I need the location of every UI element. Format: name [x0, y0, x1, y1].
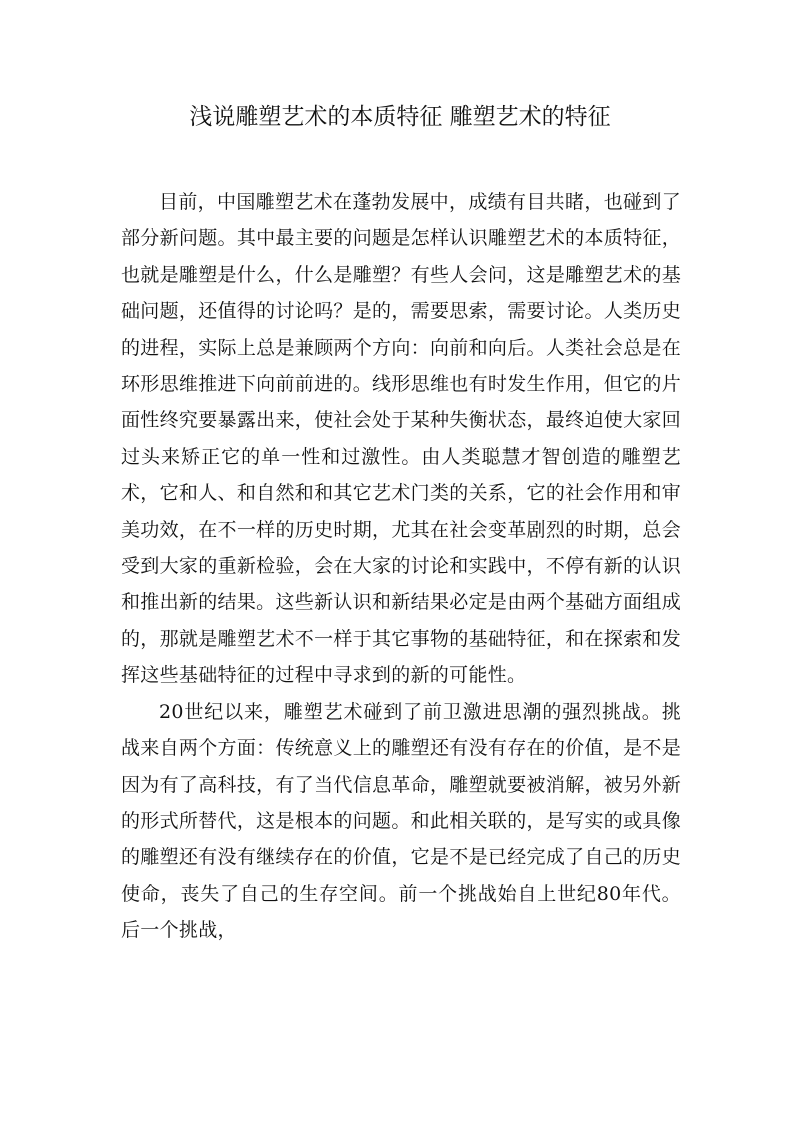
paragraph-1: 目前，中国雕塑艺术在蓬勃发展中，成绩有目共睹，也碰到了部分新问题。其中最主要的问题是怎样认识雕塑艺术的本质特征，也就是雕塑是什么，什么是雕塑？有些人会问，这是雕塑艺术的基础问题，还值得的讨论吗？是的，需要思索，需要讨论。人类历史的进程，实际上总是兼顾两个方向：向前和向后。人类社会总是在环形思维推进下向前前进的。线形思维也有时发生作用，但它的片面性终究要暴露出来，使社会处于某种失衡状态，最终迫使大家回过头来矫正它的单一性和过激性。由人类聪慧才智创造的雕塑艺术，它和人、和自然和和其它艺术门类的关系，它的社会作用和审美功效，在不一样的历史时期，尤其在社会变革剧烈的时期，总会受到大家的重新检验，会在大家的讨论和实践中，不停有新的认识和推出新的结果。这些新认识和新结果必定是由两个基础方面组成的，那就是雕塑艺术不一样于其它事物的基础特征，和在探索和发挥这些基础特征的过程中寻求到的新的可能性。 — [121, 191, 681, 687]
document-title: 浅说雕塑艺术的本质特征 雕塑艺术的特征 — [189, 104, 611, 130]
document-body — [121, 184, 681, 949]
paragraph-2: 20世纪以来，雕塑艺术碰到了前卫激进思潮的强烈挑战。挑战来自两个方面：传统意义上的雕塑还有没有存在的价值，是不是因为有了高科技，有了当代信息革命，雕塑就要被消解，被另外新的形式所替代，这是根本的问题。和此相关联的，是写实的或具像的雕塑还有没有继续存在的价值，它是不是已经完成了自己的历史使命，丧失了自己的生存空间。前一个挑战始自上世纪80年代。后一个挑战， — [121, 700, 681, 942]
